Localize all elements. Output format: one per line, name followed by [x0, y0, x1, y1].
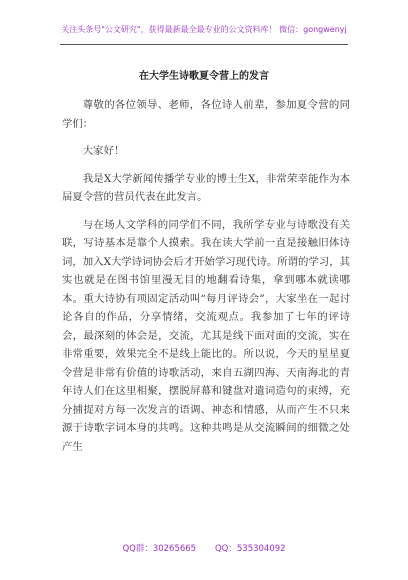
footer-contact: QQ群：30265665 QQ：535304092 [122, 544, 286, 554]
document-body [62, 96, 350, 465]
paragraph-salutation: 尊敬的各位领导、老师，各位诗人前辈，参加夏令营的同学们： [62, 99, 350, 130]
header-notice: 关注头条号"公文研究"，获得最新最全最专业的公文资料库！ 微信：gongwenyj [61, 25, 347, 34]
paragraph-body: 与在场人文学科的同学们不同，我所学专业与诗歌没有关联，写诗基本是靠个人摸索。我在读大学前一直是接触旧体诗词，加入X大学诗词协会后才开始学习现代诗。所谓的学习，其实也就是在图书馆里漫无目的地翻看诗集，拿到哪本就读哪本。重大诗协有项固定活动叫“每月评诗会”，大家坐在一起讨论各自的作品，分享情绪，交流观点。我参加了七年的评诗会，最深刻的体会是，交流，尤其是线下面对面的交流，实在非常重要，效果完全不是线上能比的。所以说，今天的星星夏令营是非常有价值的诗歌活动，来自五湖四海、天南海北的青年诗人们在这里相聚，摆脱屏幕和键盘对遣词造句的束缚，充分捕捉对方每一次发言的语调、神态和情感，从而产生不只来源于诗歌字词本身的共鸣。这种共鸣是从交流瞬间的细微之处产生 [62, 218, 350, 453]
paragraph-greeting: 大家好！ [82, 145, 125, 157]
header-divider [60, 44, 348, 45]
document-title: 在大学生诗歌夏令营上的发言 [139, 71, 269, 82]
paragraph-introduction: 我是X大学新闻传播学专业的博士生X，非常荣幸能作为本届夏令营的营员代表在此发言。 [62, 172, 350, 203]
